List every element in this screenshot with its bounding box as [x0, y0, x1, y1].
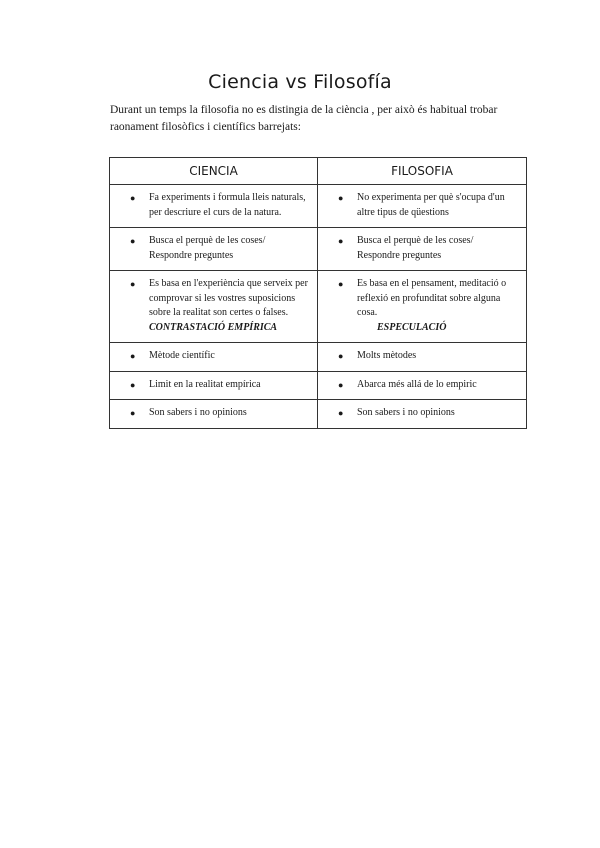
cell-text: Busca el perquè de les coses/ Respondre preguntes	[149, 235, 266, 261]
header-ciencia: CIENCIA	[110, 158, 318, 185]
bullet-icon: ●	[130, 236, 136, 246]
bullet-icon: ●	[338, 379, 344, 390]
cell-text: Es basa en l'experiència que serveix per comprovar si les vostres suposicions sobre la realitat son certes o falses.	[149, 278, 308, 318]
cell-text: Limit en la realitat empírica	[149, 378, 261, 390]
bullet-icon: ●	[338, 236, 344, 246]
cell-text: Abarca més allá de lo empiric	[357, 378, 477, 390]
header-filosofia: FILOSOFIA	[318, 158, 527, 185]
comparison-table	[109, 157, 527, 429]
cell-filosofia	[318, 400, 527, 429]
page-title: Ciencia vs Filosofía	[208, 71, 392, 93]
cell-filosofia	[318, 185, 527, 228]
cell-text: No experimenta per què s'ocupa d'un altre tipus de qüestions	[357, 192, 505, 218]
bullet-icon: ●	[130, 379, 136, 390]
cell-text: Son sabers i no opinions	[357, 407, 455, 418]
table-row	[110, 185, 527, 228]
cell-text: Fa experiments i formula lleis naturals, per descriure el curs de la natura.	[149, 192, 306, 218]
bullet-icon: ●	[338, 279, 344, 289]
bullet-icon: ●	[338, 193, 344, 203]
bullet-icon: ●	[130, 408, 136, 418]
bullet-icon: ●	[130, 193, 136, 203]
cell-ciencia	[110, 185, 318, 228]
bullet-icon: ●	[130, 279, 136, 289]
cell-text: Mètode científic	[149, 350, 215, 361]
cell-ciencia	[110, 371, 318, 400]
cell-filosofia	[318, 228, 527, 271]
table-row	[110, 400, 527, 429]
cell-text: Son sabers i no opinions	[149, 407, 247, 418]
emphasis-label: CONTRASTACIÓ EMPÍRICA	[149, 321, 278, 333]
cell-ciencia	[110, 400, 318, 429]
cell-text: Busca el perquè de les coses/ Respondre preguntes	[357, 235, 474, 261]
cell-ciencia	[110, 343, 318, 372]
table-row	[110, 343, 527, 372]
intro-paragraph: Durant un temps la filosofia no es distingia de la ciència , per això és habitual trobar raonament filosòfics i científics barrejats:	[110, 104, 498, 133]
bullet-icon: ●	[130, 351, 136, 361]
cell-ciencia	[110, 228, 318, 271]
table-row	[110, 271, 527, 343]
table-header-row	[110, 158, 527, 185]
table-row	[110, 228, 527, 271]
cell-ciencia	[110, 271, 318, 343]
cell-text: Molts mètodes	[357, 350, 417, 361]
bullet-icon: ●	[338, 408, 344, 418]
emphasis-label: ESPECULACIÓ	[377, 321, 447, 333]
cell-filosofia	[318, 343, 527, 372]
table-row	[110, 371, 527, 400]
cell-filosofia	[318, 271, 527, 343]
cell-text: Es basa en el pensament, meditació o reflexió en profunditat sobre alguna cosa.	[357, 278, 507, 318]
cell-filosofia	[318, 371, 527, 400]
bullet-icon: ●	[338, 351, 344, 361]
